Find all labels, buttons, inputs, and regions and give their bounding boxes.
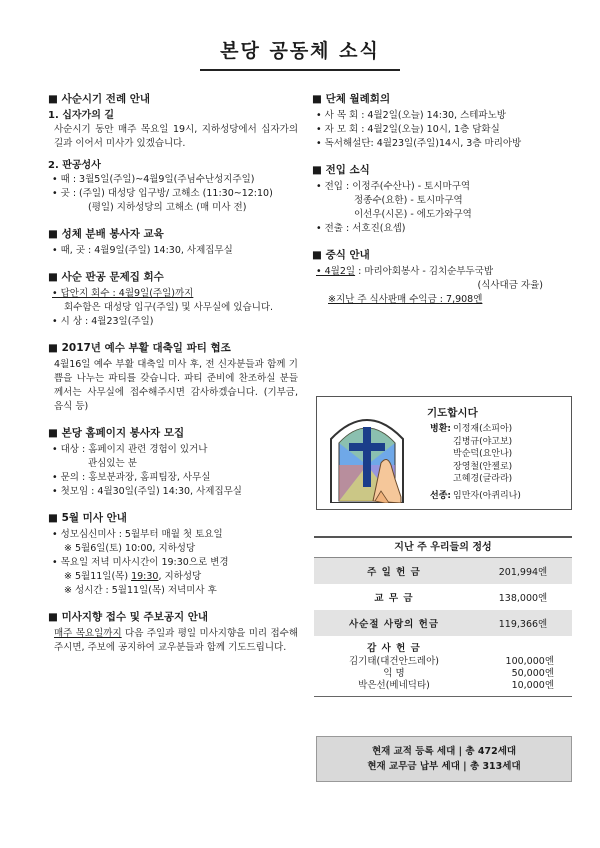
bullet-line: • 대상 : 홈페이지 관련 경험이 있거나 <box>52 444 208 455</box>
bullet-line: • 성모심신미사 : 5월부터 매월 첫 토요일 <box>52 529 223 540</box>
page-title: 본당 공동체 소식 <box>220 40 380 62</box>
census-box <box>316 736 572 782</box>
section-heading: ■ 단체 월례회의 <box>312 93 391 105</box>
prayer-sick-row <box>413 423 521 436</box>
thanks-title: 감 사 헌 금 <box>367 643 421 654</box>
thanks-offering <box>314 636 572 697</box>
prayer-title: 기도합시다 <box>427 407 478 419</box>
indent-line: (식사대금 자율) <box>477 280 543 291</box>
prayer-box <box>316 396 572 510</box>
bullet-line <box>312 180 567 194</box>
census-line: 현재 교적 등록 세대 | 총 472세대 <box>371 746 517 757</box>
sick-label: 병환: <box>430 424 451 434</box>
bullet-line: • 독서해설단: 4월23일(주일)14시, 3층 마리아방 <box>316 138 522 149</box>
bullet-line: • 때 : 3월5일(주일)~4월9일(주님수난성지주일) <box>52 174 255 185</box>
offering-label: 주 일 헌 금 <box>367 567 421 578</box>
note-line: ※ 성시간 : 5월11일(목) 저녁미사 후 <box>64 585 217 596</box>
section-workbook-collection <box>48 270 298 329</box>
offering-value: 119,366엔 <box>498 619 548 630</box>
transfer-in-label: • 전입 : <box>316 181 353 192</box>
section-lent-liturgy <box>48 92 298 215</box>
section-mass-intention <box>48 610 298 655</box>
offering-label: 사순절 사랑의 헌금 <box>348 619 440 630</box>
donor-name: 익 명 <box>383 668 405 679</box>
transfer-in-name: 이선우(시몬) - 에도가와구역 <box>354 209 472 220</box>
prayer-list <box>413 423 521 502</box>
prayer-sick-row <box>413 436 521 449</box>
donor-amount: 100,000엔 <box>505 656 554 667</box>
underlined-date: • 4월2일 <box>316 266 356 277</box>
sub-heading: 2. 판공성사 <box>48 160 101 171</box>
donor-amount: 10,000엔 <box>511 680 554 691</box>
underlined-value: : 4월9일(주일)까지 <box>109 288 194 299</box>
bullet-line: • 전출 : 서호진(요셉) <box>316 223 406 234</box>
bullet-line <box>48 287 298 301</box>
donor-name: 박은선(베네딕타) <box>358 680 430 691</box>
section-monthly-meetings <box>312 92 567 151</box>
paragraph: 4월16일 예수 부활 대축일 미사 후, 전 신자분들과 함께 기쁨을 나누는 파티를 갖습니다. 파티 준비에 찬조하실 분들께서는 사무실에 접수해주시면 감사하겠습니다. (기부금, 음식 등) <box>54 359 298 412</box>
lunch-revenue: ※지난 주 식사판매 수익금 : 7,908엔 <box>328 294 483 305</box>
offering-title: 지난 주 우리들의 정성 <box>314 536 572 558</box>
sub-heading: 1. 십자가의 길 <box>48 110 115 121</box>
note-text: , 지하성당 <box>158 571 202 582</box>
section-heading: ■ 중식 안내 <box>312 249 370 261</box>
donor-amount: 50,000엔 <box>511 668 554 679</box>
bullet-line: • 자 모 회 : 4월2일(오늘) 10시, 1층 담화실 <box>316 124 500 135</box>
bullet-line: • 곳 : (주일) 대성당 입구방/ 고해소 (11:30~12:10) <box>52 188 273 199</box>
prayer-sick-row <box>413 461 521 474</box>
thanks-row <box>314 668 572 680</box>
left-column <box>48 92 298 667</box>
offering-row <box>314 610 572 636</box>
census-line: 현재 교무금 납부 세대 | 총 313세대 <box>367 761 521 772</box>
section-easter-party <box>48 341 298 414</box>
lunch-text: : 마리아회봉사 - 김치순부두국밥 <box>355 266 494 277</box>
section-heading: ■ 사순시기 전례 안내 <box>48 93 151 105</box>
section-heading: ■ 성체 분배 봉사자 교육 <box>48 228 164 240</box>
bullet-line: • 때, 곳 : 4월9일(주일) 14:30, 사제집무실 <box>52 245 233 256</box>
prayer-sick-row <box>413 473 521 486</box>
bullet-line: • 시 상 : 4월23일(주일) <box>52 316 154 327</box>
transfer-in-name: 이정주(수산나) - 토시마구역 <box>352 181 471 192</box>
paragraph <box>48 627 298 655</box>
section-heading: ■ 본당 홈페이지 봉사자 모집 <box>48 427 185 439</box>
bullet-line: • 사 목 회 : 4월2일(오늘) 14:30, 스테파노방 <box>316 110 506 121</box>
sick-name: 김병규(야고보) <box>453 436 513 447</box>
offering-row <box>314 584 572 610</box>
section-transfer-news <box>312 163 567 236</box>
transfer-in-name: 정종수(요한) - 토시마구역 <box>354 195 463 206</box>
section-heading: ■ 5월 미사 안내 <box>48 512 127 524</box>
indent-line: (평일) 지하성당의 고해소 (매 미사 전) <box>88 202 247 213</box>
section-homepage-volunteers <box>48 426 298 499</box>
offering-value: 201,994엔 <box>498 567 548 578</box>
note-text: ※ 5월11일(목) <box>64 571 132 582</box>
section-may-mass <box>48 511 298 598</box>
sick-name: 장영철(안젤로) <box>453 461 513 472</box>
page-title-block <box>200 36 400 71</box>
stained-glass-cross-praying-hands-icon <box>325 405 409 503</box>
right-column <box>312 92 567 319</box>
section-lunch <box>312 248 567 307</box>
underlined-time: 19:30 <box>131 571 159 582</box>
paragraph: 사순시기 동안 매주 목요일 19시, 지하성당에서 십자가의 길과 이어서 미사가 있겠습니다. <box>54 124 298 149</box>
bullet-line <box>312 265 567 279</box>
thanks-row <box>314 680 572 696</box>
prayer-dead-row <box>413 490 521 503</box>
thanks-row <box>314 656 572 668</box>
section-heading: ■ 미사지향 접수 및 주보공지 안내 <box>48 611 209 623</box>
offering-value: 138,000엔 <box>498 593 548 604</box>
section-heading: ■ 사순 판공 문제집 회수 <box>48 271 164 283</box>
bullet-line: • 목요일 저녁 미사시간이 19:30으로 변경 <box>52 557 229 568</box>
offering-label: 교 무 금 <box>374 593 414 604</box>
section-ministers-training <box>48 227 298 258</box>
dead-name: 임만자(아퀴리나) <box>453 490 521 501</box>
offering-row <box>314 558 572 584</box>
section-heading: ■ 2017년 예수 부활 대축일 파티 협조 <box>48 342 231 354</box>
note-line <box>48 570 298 584</box>
paragraph-text: 다음 주일과 평일 미사지향을 미리 접수해 주시면, 주보에 공지하여 교우분들과 함께 기도드립니다. <box>54 628 298 653</box>
title-underline <box>200 69 400 71</box>
indent-line: 회수함은 대성당 입구(주일) 및 사무실에 있습니다. <box>64 302 274 313</box>
underlined-text: 매주 목요일까지 <box>54 628 122 639</box>
note-line: ※ 5월6일(토) 10:00, 지하성당 <box>64 543 196 554</box>
dead-label: 선종: <box>430 490 451 501</box>
prayer-sick-row <box>413 448 521 461</box>
sick-name: 이정재(소피아) <box>453 424 513 434</box>
bullet-line: • 첫모임 : 4월30일(주일) 14:30, 사제집무실 <box>52 486 242 497</box>
sick-name: 박순덕(요안나) <box>453 449 513 459</box>
offering-table <box>314 536 572 716</box>
section-heading: ■ 전입 소식 <box>312 164 370 176</box>
bullet-line: • 문의 : 홍보분과장, 홈피팀장, 사무실 <box>52 472 211 483</box>
donor-name: 김기태(대건안드레아) <box>348 656 439 667</box>
sick-name: 고혜경(글라라) <box>453 474 513 484</box>
indent-line: 관심있는 분 <box>88 458 137 469</box>
underlined-label: • 답안지 회수 <box>52 288 110 299</box>
